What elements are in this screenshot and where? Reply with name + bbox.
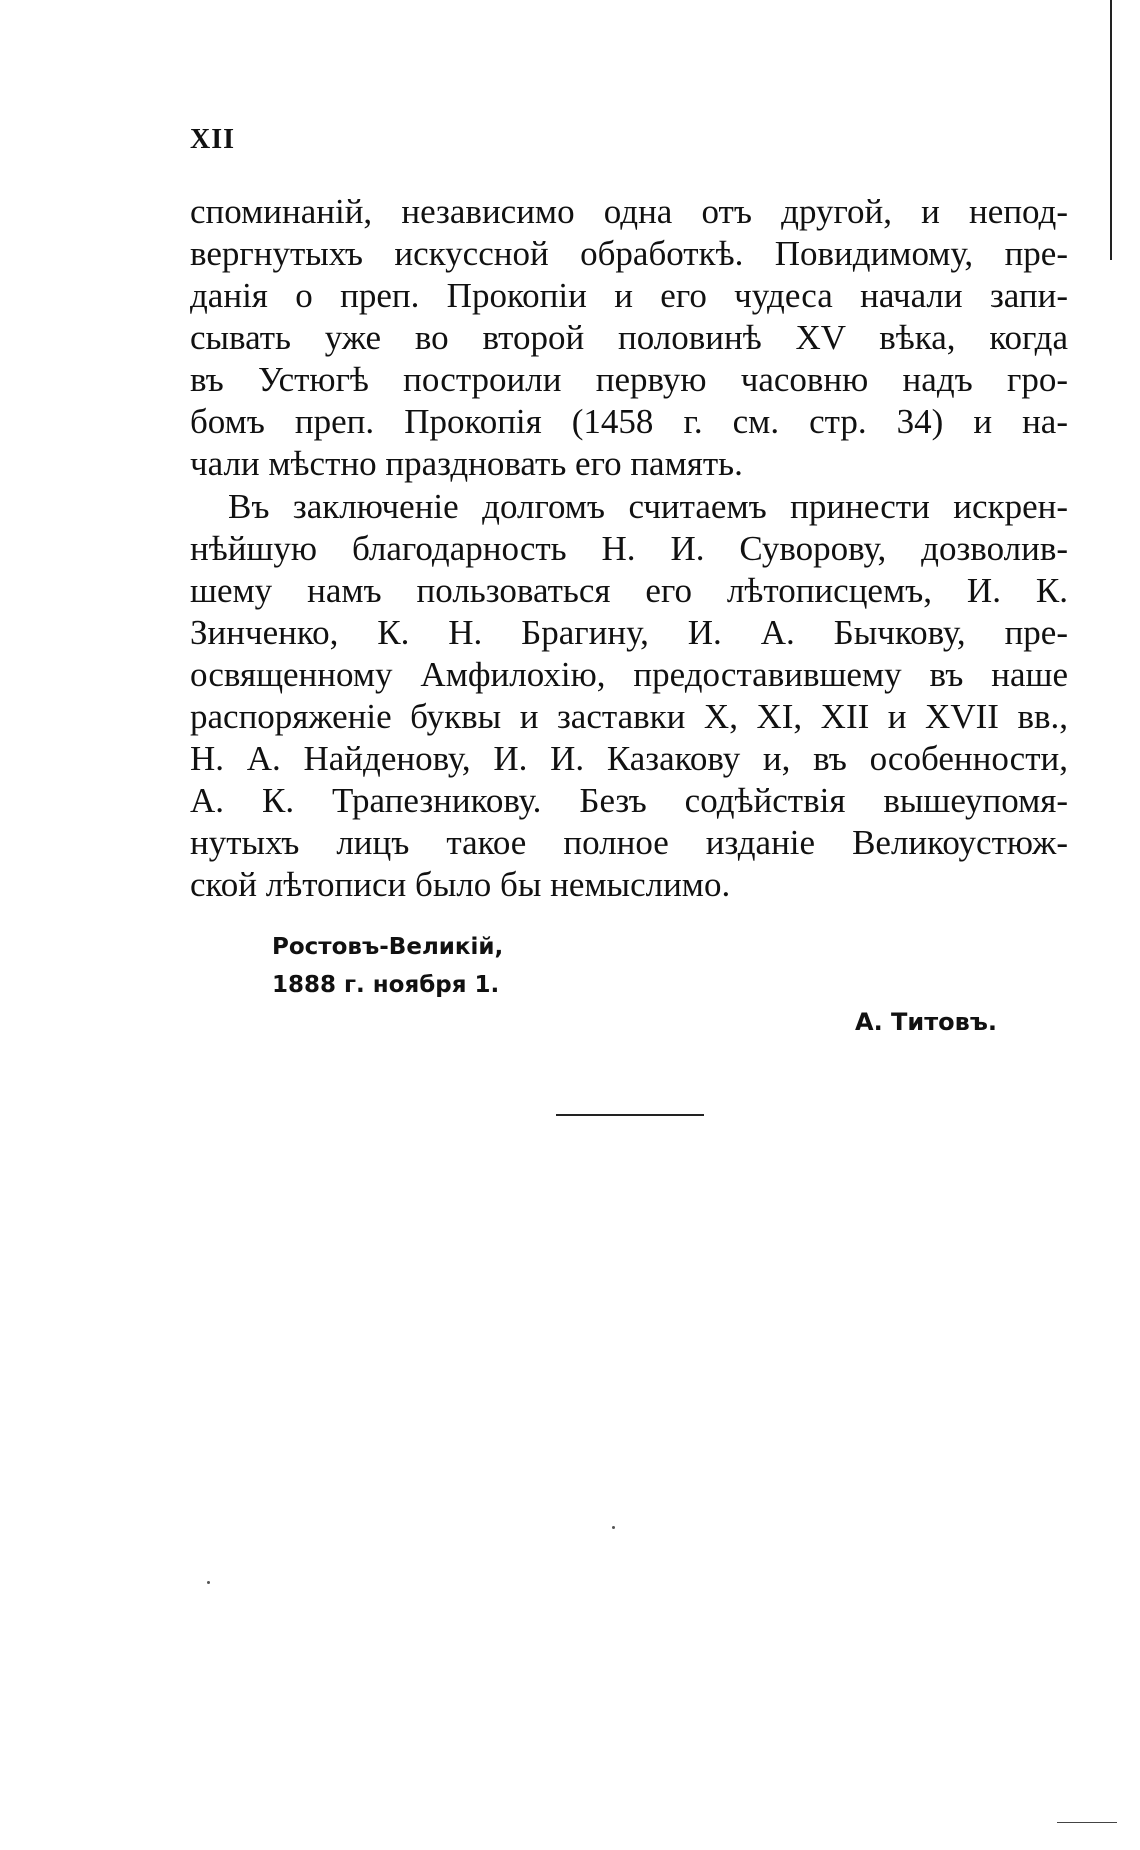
text-line: освященному Амфилохiю, предоставившему въ наше [190, 655, 1068, 694]
scan-speck [207, 1581, 210, 1584]
page-number: XII [190, 124, 236, 155]
text-line: въ Устюгѣ построили первую часовню надъ гро- [190, 360, 1068, 399]
text-line: ской лѣтописи было бы немыслимо. [190, 865, 731, 904]
paragraph-2 [190, 486, 1068, 906]
text-line: сывать уже во второй половинѣ XV вѣка, когда [190, 318, 1068, 357]
text-line: споминанiй, независимо одна отъ другой, и непод- [190, 192, 1068, 231]
scan-page-edge [1110, 0, 1112, 260]
place: Ростовъ-Великiй, [272, 934, 504, 960]
text-line: нутыхъ лицъ такое полное изданiе Великоустюж- [190, 823, 1068, 862]
text-line: Зинченко, К. Н. Брагину, И. А. Бычкову, пре- [190, 613, 1068, 652]
scan-speck [612, 1526, 615, 1529]
text-line: бомъ преп. Прокопiя (1458 г. см. стр. 34) и на- [190, 402, 1068, 441]
text-line: данiя о преп. Прокопiи и его чудеса начали запи- [190, 276, 1068, 315]
text-line: шему намъ пользоваться его лѣтописцемъ, И. К. [190, 571, 1068, 610]
text-line: нѣйшую благодарность Н. И. Суворову, дозволив- [190, 529, 1068, 568]
text-line: вергнутыхъ искуссной обработкѣ. Повидимому, пре- [190, 234, 1068, 273]
place-and-date [272, 928, 503, 1004]
author-signature: А. Титовъ. [855, 1008, 997, 1036]
text-line: распоряженiе буквы и заставки X, XI, XII и XVII вв., [190, 697, 1068, 736]
section-end-rule [556, 1114, 704, 1116]
text-line: Въ заключенiе долгомъ считаемъ принести искрен- [228, 487, 1068, 526]
date: 1888 г. ноября 1. [272, 972, 500, 998]
text-line: Н. А. Найденову, И. И. Казакову и, въ особенности, [190, 739, 1068, 778]
paragraph-1 [190, 191, 1068, 485]
text-line: А. К. Трапезникову. Безъ содѣйствiя вышеупомя- [190, 781, 1068, 820]
scan-bottom-rule [1057, 1822, 1117, 1823]
text-line: чали мѣстно праздновать его память. [190, 444, 743, 483]
